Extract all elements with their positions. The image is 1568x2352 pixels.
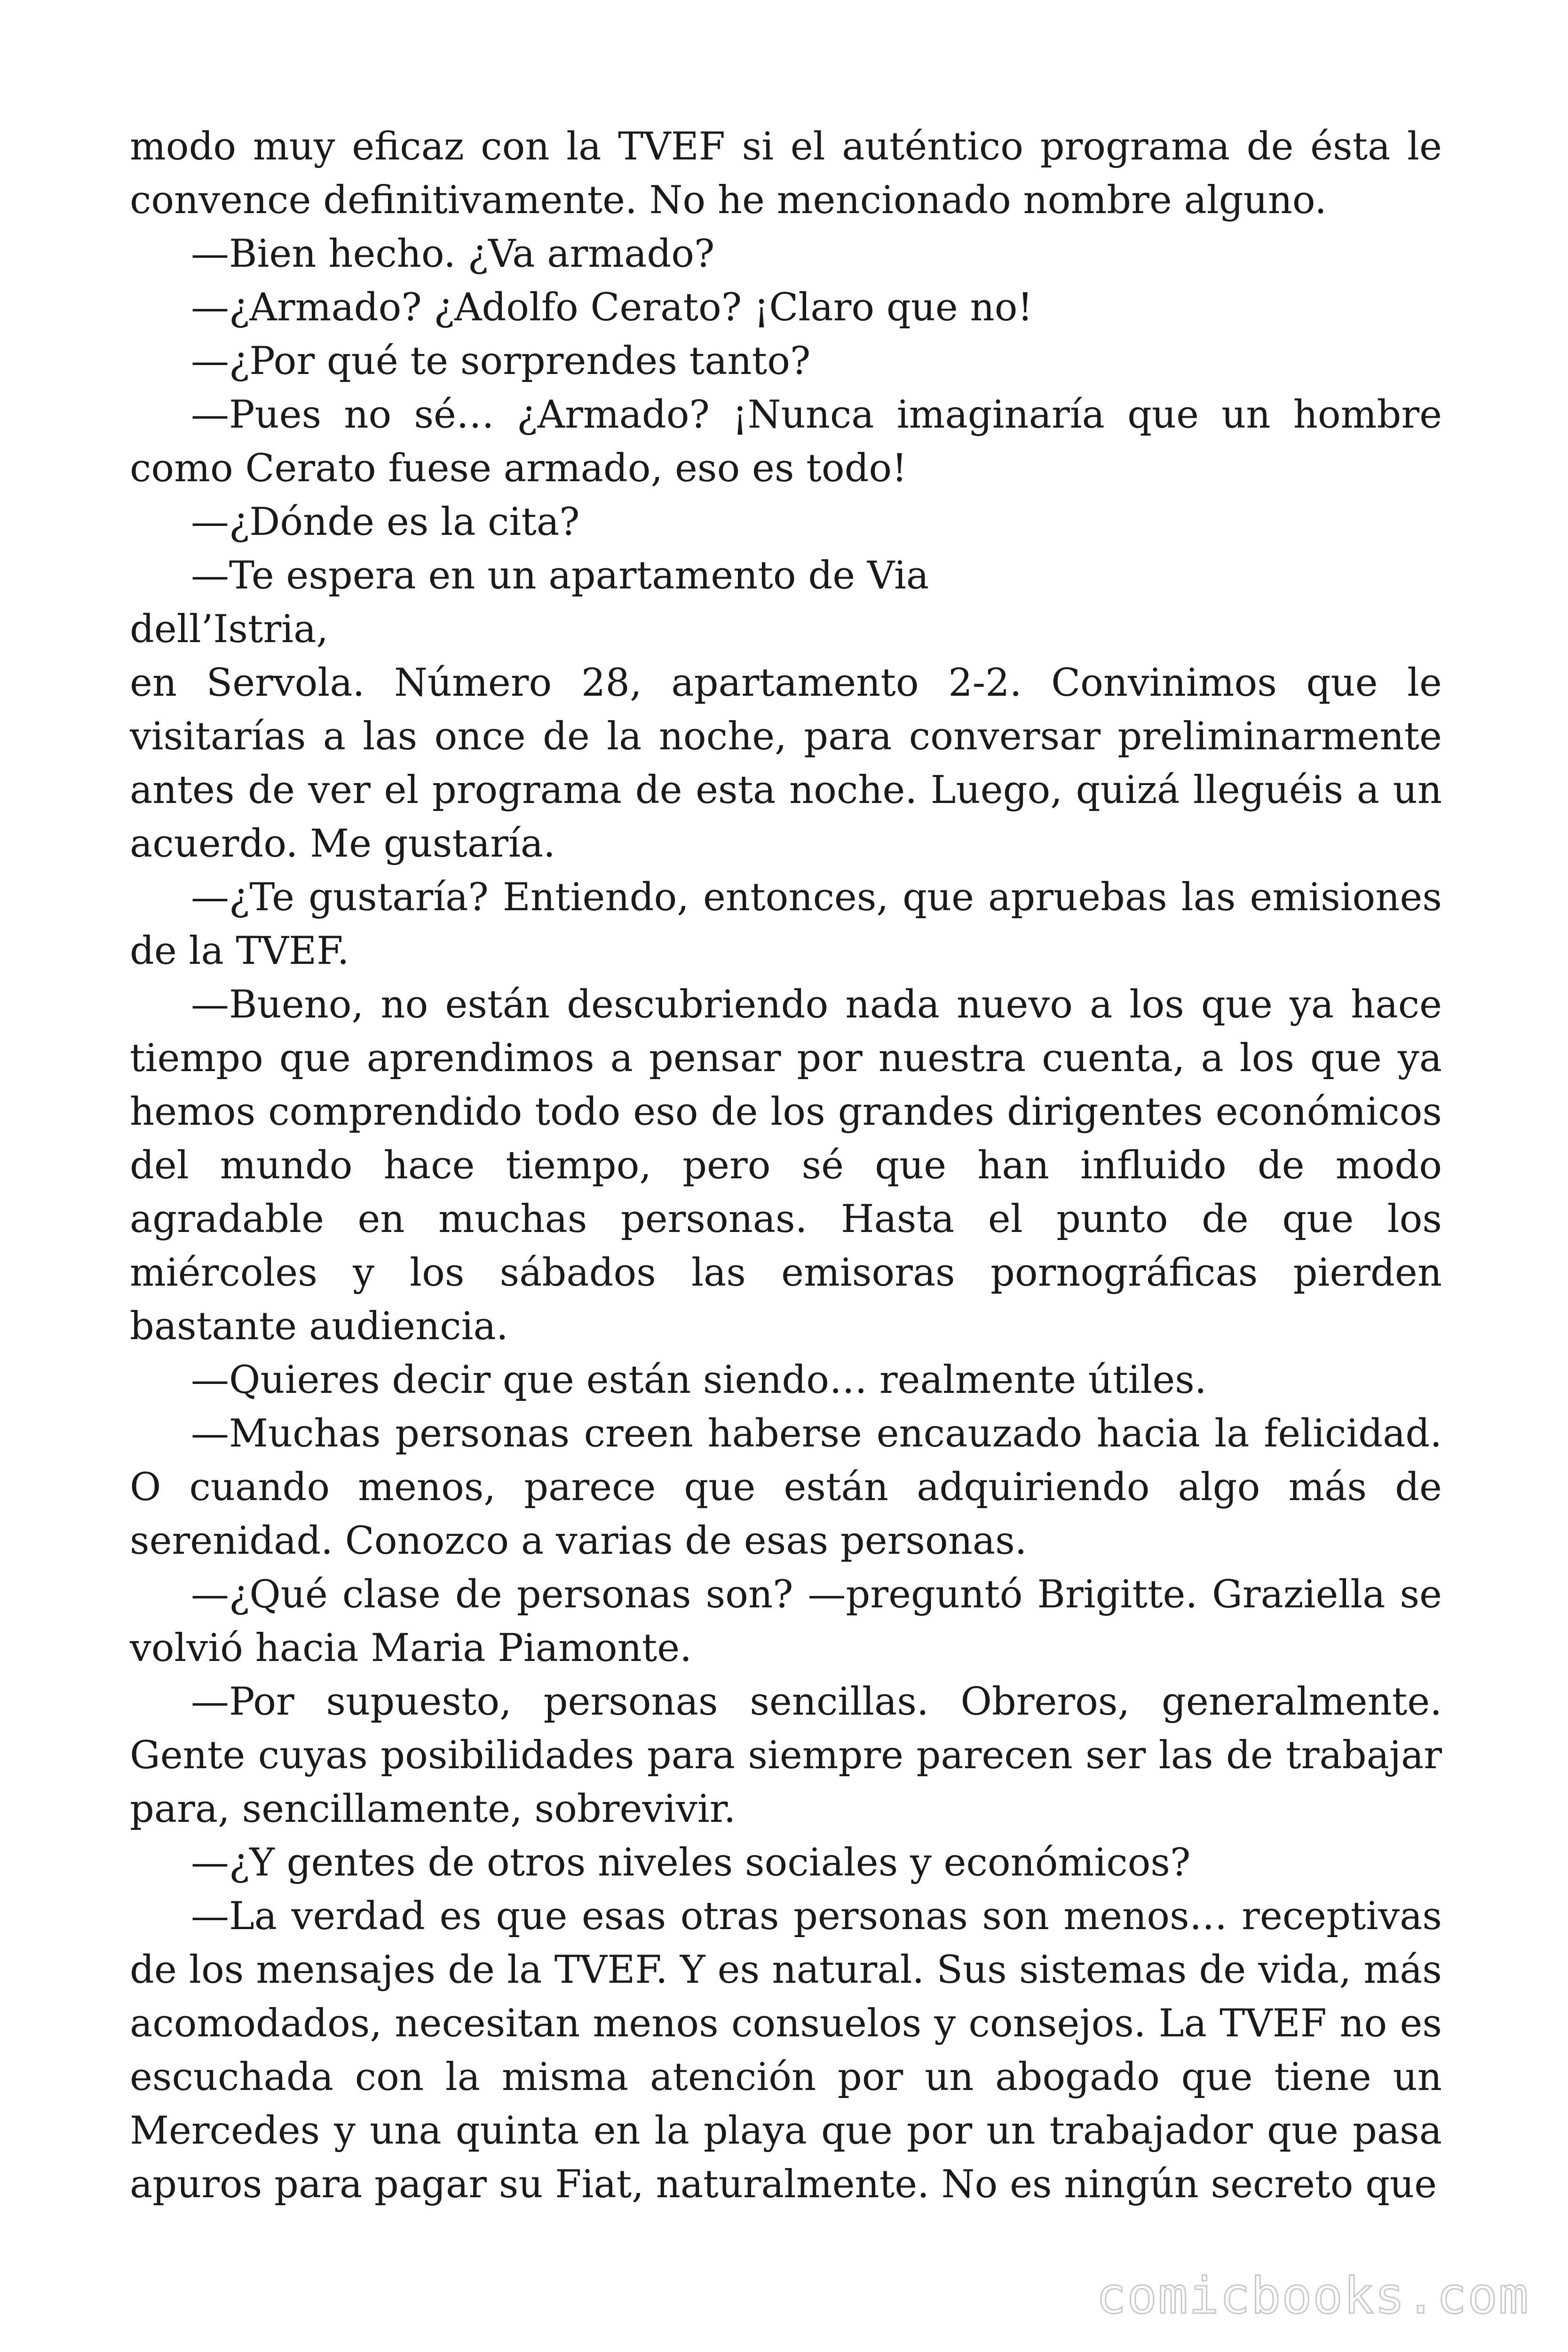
paragraph-5: —Pues no sé… ¿Armado? ¡Nunca imaginaría que un hombre como Cerato fuese armado, eso es todo!: [130, 393, 1442, 491]
paragraph-14: —¿Qué clase de personas son? —preguntó Brigitte. Graziella se volvió hacia Maria Piamonte.: [130, 1573, 1442, 1670]
paragraph-2: —Bien hecho. ¿Va armado?: [191, 232, 715, 276]
paragraph-11: —Bueno, no están descubriendo nada nuevo a los que ya hace tiempo que aprendimos a pensar por nuestra cuenta, a los que ya hemos comprendido todo eso de los grandes dirigentes económicos del mundo hace tiempo, pero sé que han influido de modo agradable en muchas personas. Hasta el punto de que los miércoles y los sábados las emisoras pornográficas pierden bastante audiencia.: [130, 983, 1442, 1349]
paragraph-16: —¿Y gentes de otros niveles sociales y económicos?: [191, 1841, 1191, 1885]
paragraph-10: —¿Te gustaría? Entiendo, entonces, que apruebas las emisiones de la TVEF.: [130, 875, 1442, 973]
paragraph-3: —¿Armado? ¿Adolfo Cerato? ¡Claro que no!: [191, 286, 1033, 330]
paragraph-15: —Por supuesto, personas sencillas. Obreros, generalmente. Gente cuyas posibilidades para siempre parecen ser las de trabajar para, sencillamente, sobrevivir.: [130, 1680, 1442, 1831]
paragraph-8: dell’Istria,: [130, 607, 329, 652]
paragraph-12: —Quieres decir que están siendo… realmente útiles.: [191, 1358, 1207, 1402]
paragraph-17: —La verdad es que esas otras personas son menos… receptivas de los mensajes de la TVEF. Y es natural. Sus sistemas de vida, más acomodados, necesitan menos consuelos y consejos. La TVEF no es escuchada con la misma atención por un abogado que tiene un Mercedes y una quinta en la playa que por un trabajador que pasa apuros para pagar su Fiat, naturalmente. No es ningún secreto que: [130, 1894, 1442, 2207]
paragraph-13: —Muchas personas creen haberse encauzado hacia la felicidad. O cuando menos, parece que están adquiriendo algo más de serenidad. Conozco a varias de esas personas.: [130, 1412, 1442, 1563]
page-body: [130, 120, 1442, 2211]
paragraph-6: —¿Dónde es la cita?: [191, 500, 580, 544]
paragraph-9: en Servola. Número 28, apartamento 2-2. Convinimos que le visitarías a las once de la noche, para conversar preliminarmente antes de ver el programa de esta noche. Luego, quizá lleguéis a un acuerdo. Me gustaría.: [130, 661, 1442, 866]
paragraph-7: —Te espera en un apartamento de Via: [191, 554, 929, 598]
paragraph-1: modo muy eficaz con la TVEF si el auténtico programa de ésta le convence definitivamente. No he mencionado nombre alguno.: [130, 125, 1442, 222]
watermark: comicbooks.com: [1096, 2267, 1529, 2325]
paragraph-4: —¿Por qué te sorprendes tanto?: [191, 339, 811, 383]
